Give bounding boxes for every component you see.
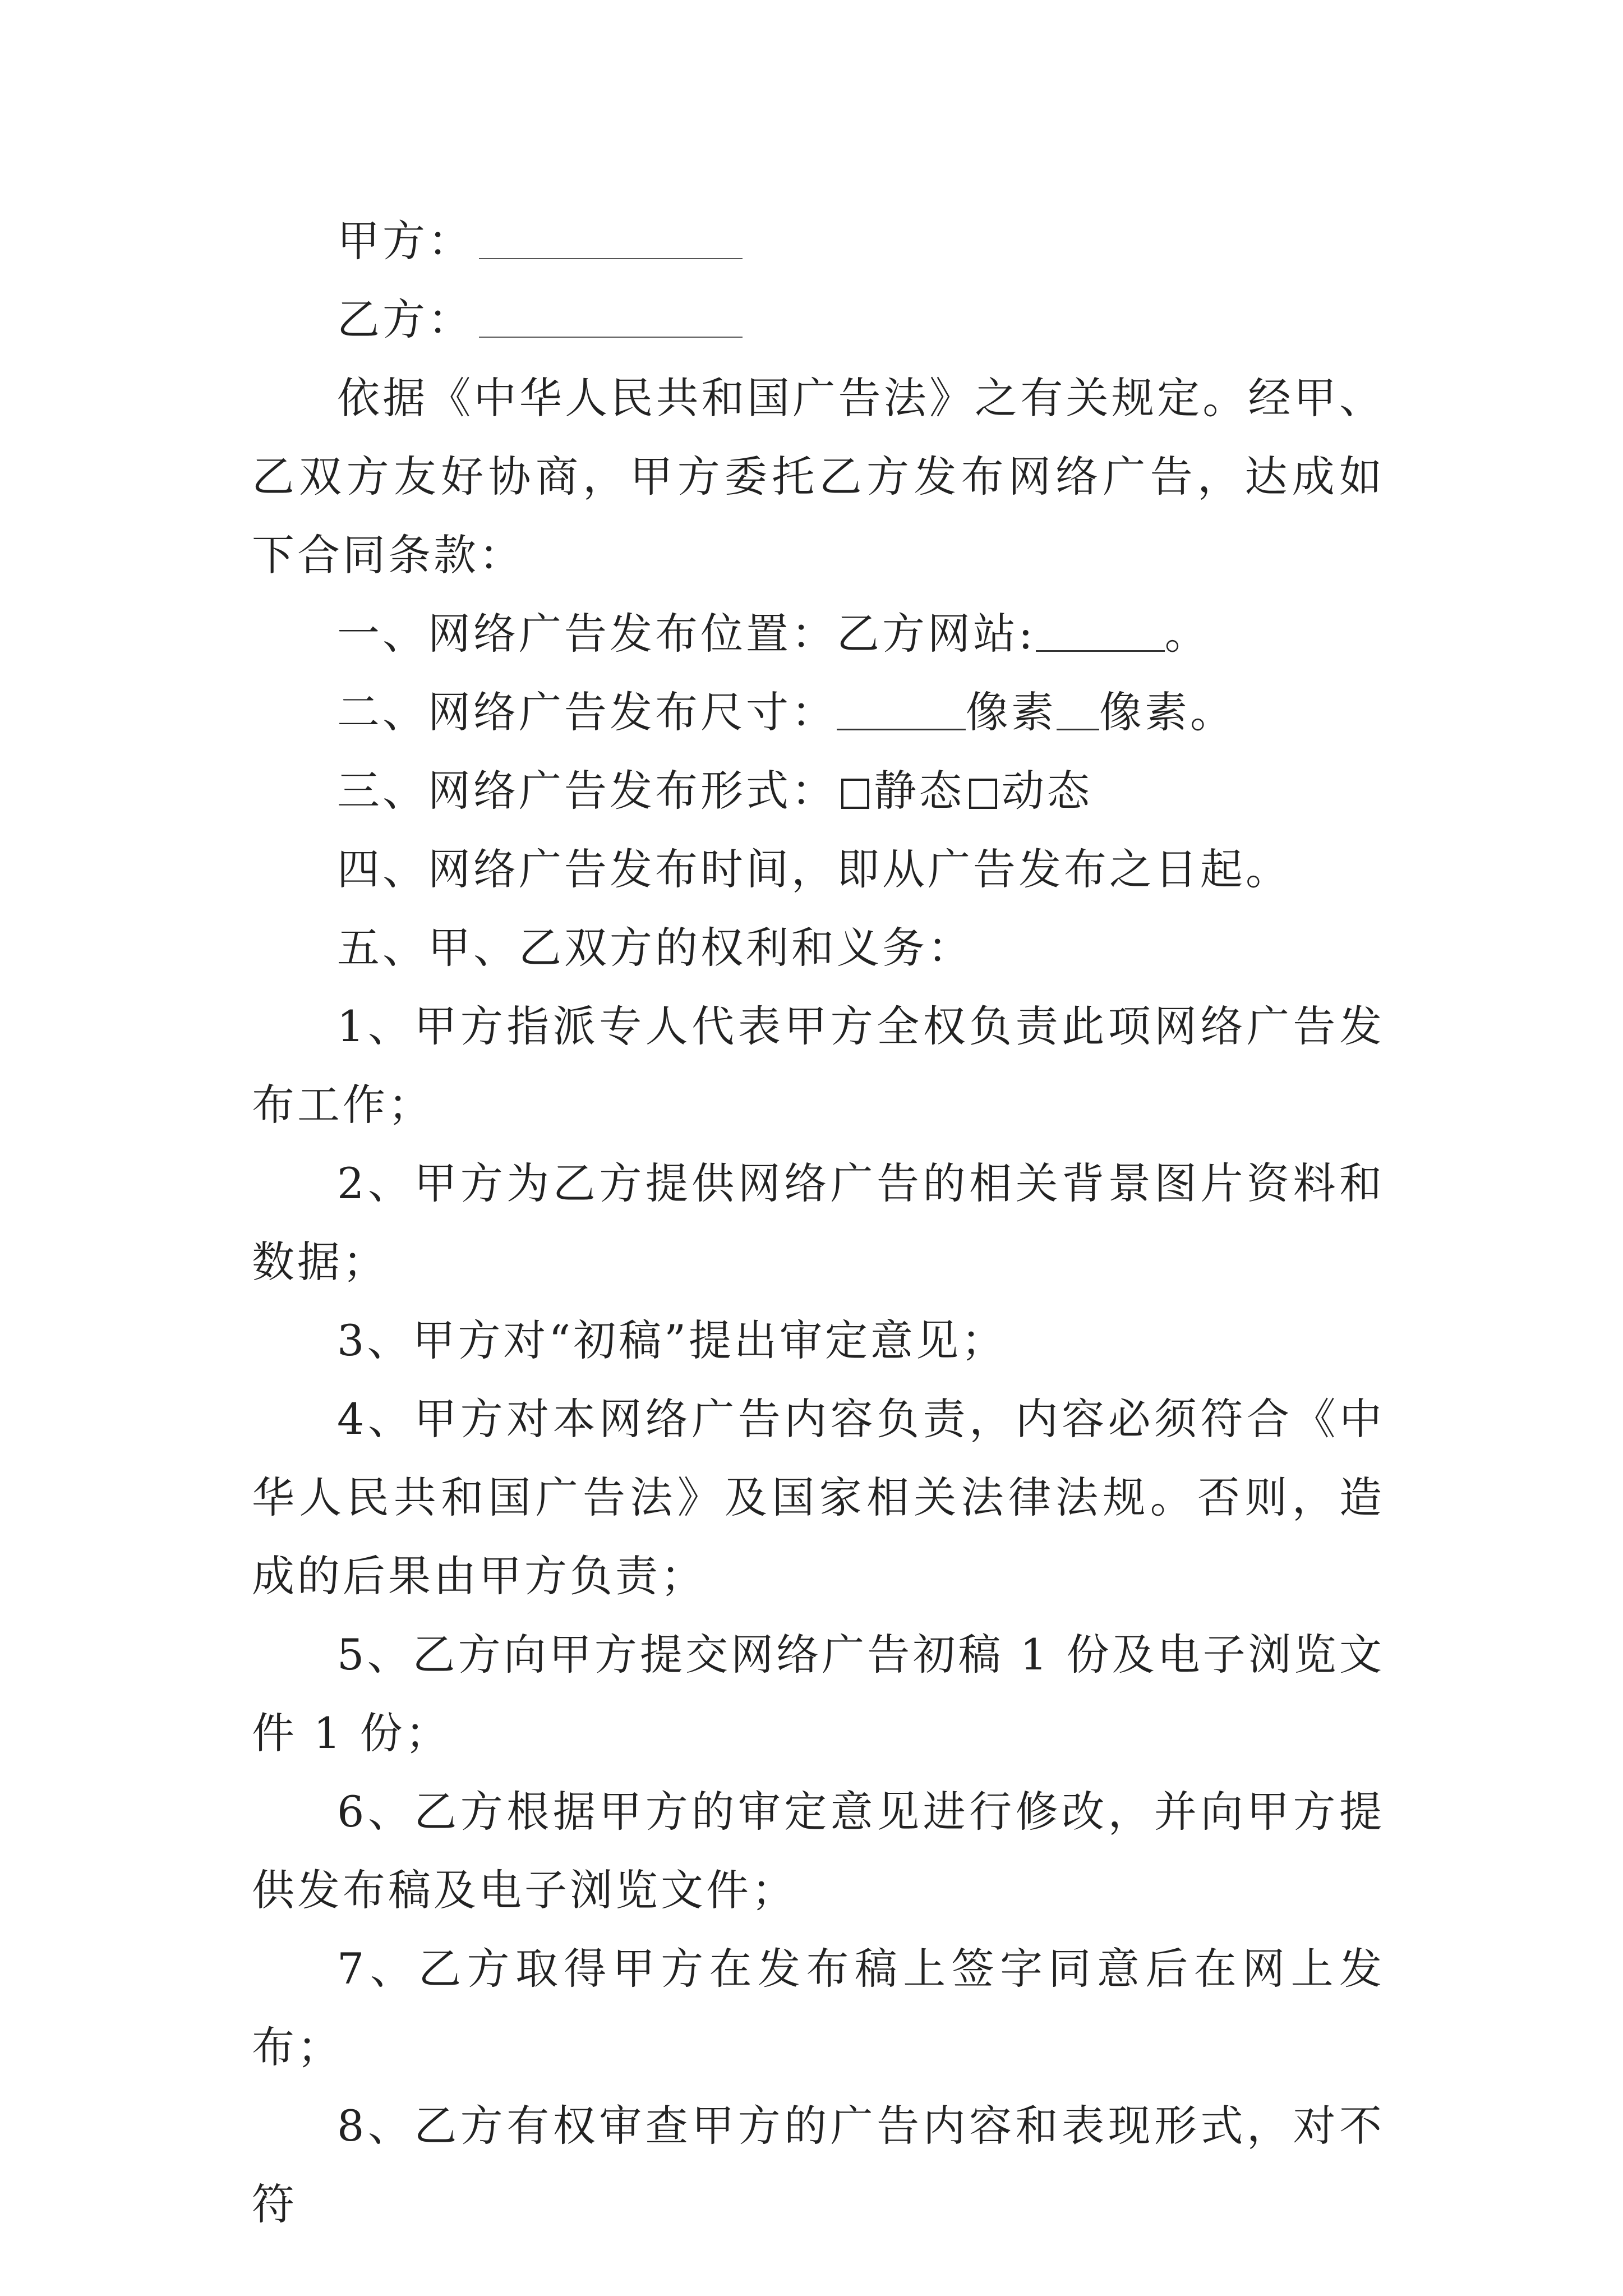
- clause-4: 四、网络广告发布时间，即从广告发布之日起。: [337, 844, 1291, 894]
- clause-2-unit-1: 像素: [966, 687, 1057, 737]
- party-b-line: [252, 280, 1385, 359]
- party-a-label: 甲方：: [337, 216, 473, 266]
- party-b-blank: [479, 292, 743, 338]
- duty-item-8: 8、乙方有权审查甲方的广告内容和表现形式，对不符: [252, 2101, 1385, 2229]
- contract-body: [252, 202, 1385, 2244]
- duty-item-3: 3、甲方对“初稿”提出审定意见；: [337, 1315, 1007, 1365]
- duty-item-5: 5、乙方向甲方提交网络广告初稿 1 份及电子浏览文件 1 份；: [252, 1630, 1385, 1758]
- duty-item-7: 7、乙方取得甲方在发布稿上签字同意后在网上发布；: [252, 1944, 1385, 2072]
- static-checkbox[interactable]: [841, 779, 869, 809]
- intro-paragraph: 依据《中华人民共和国广告法》之有关规定。经甲、乙双方友好协商，甲方委托乙方发布网络广告，达成如下合同条款：: [252, 373, 1385, 580]
- dynamic-checkbox[interactable]: [969, 779, 997, 809]
- party-a-line: [252, 202, 1385, 280]
- clause-5: 五、甲、乙双方的权利和义务：: [337, 923, 973, 973]
- height-blank: [1057, 684, 1099, 730]
- clause-2: [252, 673, 1385, 752]
- website-blank: [1036, 605, 1165, 652]
- clause-3-text: 三、网络广告发布形式：: [337, 766, 837, 816]
- party-a-blank: [479, 213, 743, 259]
- clause-2-text: 二、网络广告发布尺寸：: [337, 687, 837, 737]
- clause-1-text: 一、网络广告发布位置：乙方网站:: [337, 609, 1036, 659]
- static-option-label: 静态: [874, 766, 965, 816]
- duty-item-4: 4、甲方对本网络广告内容负责，内容必须符合《中华人民共和国广告法》及国家相关法律法规。否则，造成的后果由甲方负责；: [252, 1394, 1385, 1601]
- dynamic-option-label: 动态: [1002, 766, 1092, 816]
- party-b-label: 乙方：: [337, 295, 473, 344]
- clause-1: [252, 595, 1385, 673]
- width-blank: [837, 684, 966, 730]
- duty-item-6: 6、乙方根据甲方的审定意见进行修改，并向甲方提供发布稿及电子浏览文件；: [252, 1787, 1385, 1915]
- clause-1-end: 。: [1164, 609, 1210, 659]
- duty-item-2: 2、甲方为乙方提供网络广告的相关背景图片资料和数据；: [252, 1158, 1385, 1287]
- duty-item-1: 1、甲方指派专人代表甲方全权负责此项网络广告发布工作；: [252, 1001, 1385, 1130]
- clause-3: [252, 752, 1385, 830]
- clause-2-unit-2: 像素。: [1099, 687, 1235, 737]
